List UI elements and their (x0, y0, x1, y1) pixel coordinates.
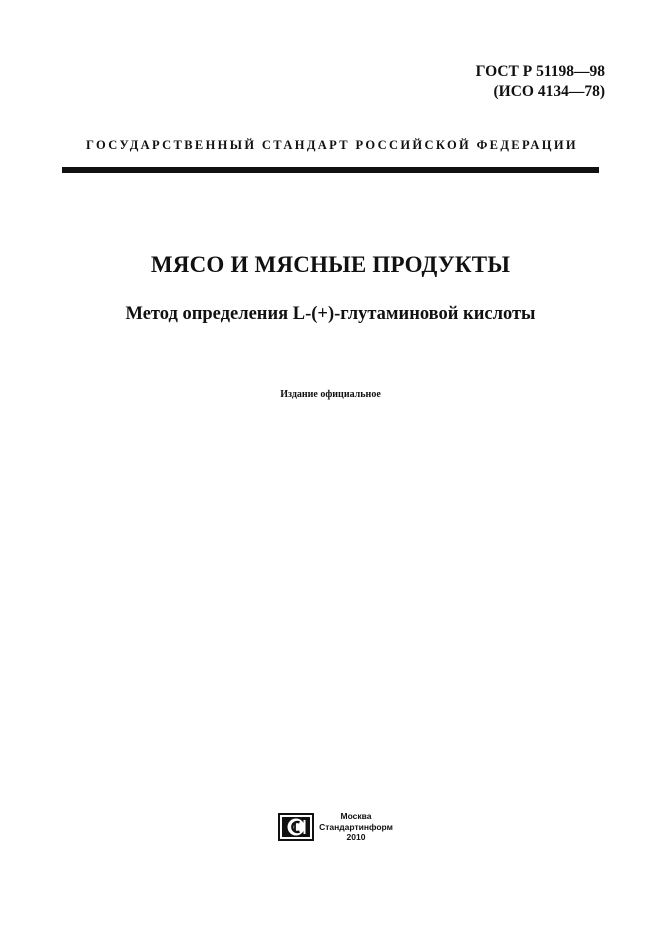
document-subtitle: Метод определения L-(+)-глутаминовой кислоты (125, 304, 536, 324)
iso-code: (ИСО 4134—78) (493, 83, 605, 100)
imprint-year: 2010 (346, 832, 366, 842)
imprint-publisher: Стандартинформ (319, 821, 393, 832)
header-divider (62, 167, 599, 173)
edition-note: Издание официальное (280, 389, 381, 400)
standard-type-heading: ГОСУДАРСТВЕННЫЙ СТАНДАРТ РОССИЙСКОЙ ФЕДЕРАЦИИ (86, 138, 578, 152)
document-title: МЯСО И МЯСНЫЕ ПРОДУКТЫ (150, 252, 511, 277)
standard-designation (476, 62, 605, 102)
standartinform-logo-icon (278, 813, 314, 841)
publisher-imprint (316, 811, 396, 843)
imprint-city: Москва (340, 811, 372, 821)
gost-code: ГОСТ Р 51198—98 (475, 63, 605, 80)
